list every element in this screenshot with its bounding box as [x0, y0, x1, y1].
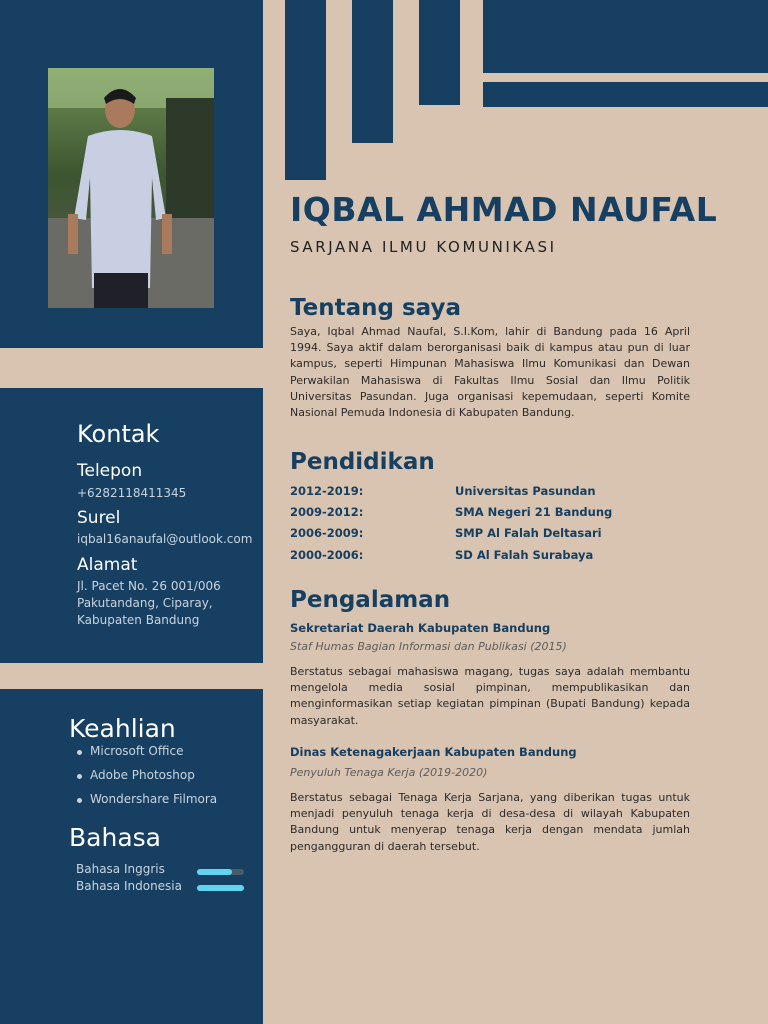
decor-bar-3 [419, 0, 460, 105]
language-level-fill [197, 869, 232, 875]
education-school: SD Al Falah Surabaya [455, 548, 594, 562]
job-role: Penyuluh Tenaga Kerja (2019-2020) [290, 766, 488, 779]
language-level-fill [197, 885, 244, 891]
language-level-bar [197, 869, 244, 875]
contact-heading: Kontak [77, 420, 160, 448]
phone-value: +6282118411345 [77, 486, 187, 500]
education-years: 2000-2006: [290, 548, 364, 562]
education-years: 2009-2012: [290, 505, 364, 519]
skills-heading: Keahlian [69, 714, 176, 743]
person-name: IQBAL AHMAD NAUFAL [290, 190, 718, 229]
education-school: SMP Al Falah Deltasari [455, 526, 602, 540]
education-school: Universitas Pasundan [455, 484, 596, 498]
languages-heading: Bahasa [69, 823, 161, 852]
email-label: Surel [77, 508, 121, 528]
experience-heading: Pengalaman [290, 587, 451, 613]
address-line-1: Jl. Pacet No. 26 001/006 [77, 579, 221, 593]
skill-item: Microsoft Office [77, 744, 217, 768]
skills-list [77, 744, 217, 816]
email-value: iqbal16anaufal@outlook.com [77, 532, 253, 546]
education-row [290, 484, 690, 502]
job-description: Berstatus sebagai Tenaga Kerja Sarjana, yang diberikan tugas untuk menjadi penyuluh tenaga kerja di desa-desa di wilayah Kabupaten Bandung untuk menyerap tenaga kerja dengan mendata jumlah pengangguran di daerah tersebut. [290, 791, 690, 853]
education-years: 2006-2009: [290, 526, 364, 540]
profile-photo [48, 68, 214, 308]
education-heading: Pendidikan [290, 449, 435, 475]
job-organization: Sekretariat Daerah Kabupaten Bandung [290, 621, 551, 635]
job-organization: Dinas Ketenagakerjaan Kabupaten Bandung [290, 745, 577, 759]
skill-item: Adobe Photoshop [77, 768, 217, 792]
language-name: Bahasa Inggris [76, 862, 165, 876]
education-school: SMA Negeri 21 Bandung [455, 505, 613, 519]
education-years: 2012-2019: [290, 484, 364, 498]
language-name: Bahasa Indonesia [76, 879, 182, 893]
language-level-bar [197, 885, 244, 891]
education-row [290, 505, 690, 523]
address-line-3: Kabupaten Bandung [77, 613, 200, 627]
phone-label: Telepon [77, 461, 143, 481]
about-text: Saya, Iqbal Ahmad Naufal, S.I.Kom, lahir di Bandung pada 16 April 1994. Saya aktif dalam berorganisasi baik di kampus atau pun di luar kampus, seperti Himpunan Mahasiswa Ilmu Komunikasi dan Dewan Perwakilan Mahasiswa di Fakultas Ilmu Sosial dan Ilmu Politik Universitas Pasundan. Juga organisasi kepemudaan, seperti Komite Nasional Pemuda Indonesia di Kabupaten Bandung. [290, 325, 690, 420]
job-role: Staf Humas Bagian Informasi dan Publikasi (2015) [290, 640, 567, 653]
person-title: SARJANA ILMU KOMUNIKASI [290, 238, 557, 256]
education-row [290, 548, 690, 566]
decor-bar-4 [483, 0, 768, 73]
address-label: Alamat [77, 555, 138, 575]
skill-item: Wondershare Filmora [77, 792, 217, 816]
about-heading: Tentang saya [290, 295, 461, 321]
address-line-2: Pakutandang, Ciparay, [77, 596, 213, 610]
education-row [290, 526, 690, 544]
decor-bar-2 [352, 0, 393, 143]
decor-bar-5 [483, 82, 768, 107]
decor-bar-1 [285, 0, 326, 180]
job-description: Berstatus sebagai mahasiswa magang, tugas saya adalah membantu mengelola media sosial pimpinan, mempublikasikan dan menginformasikan setiap kegiatan pimpinan (Bupati Bandung) kepada masyarakat. [290, 665, 690, 727]
